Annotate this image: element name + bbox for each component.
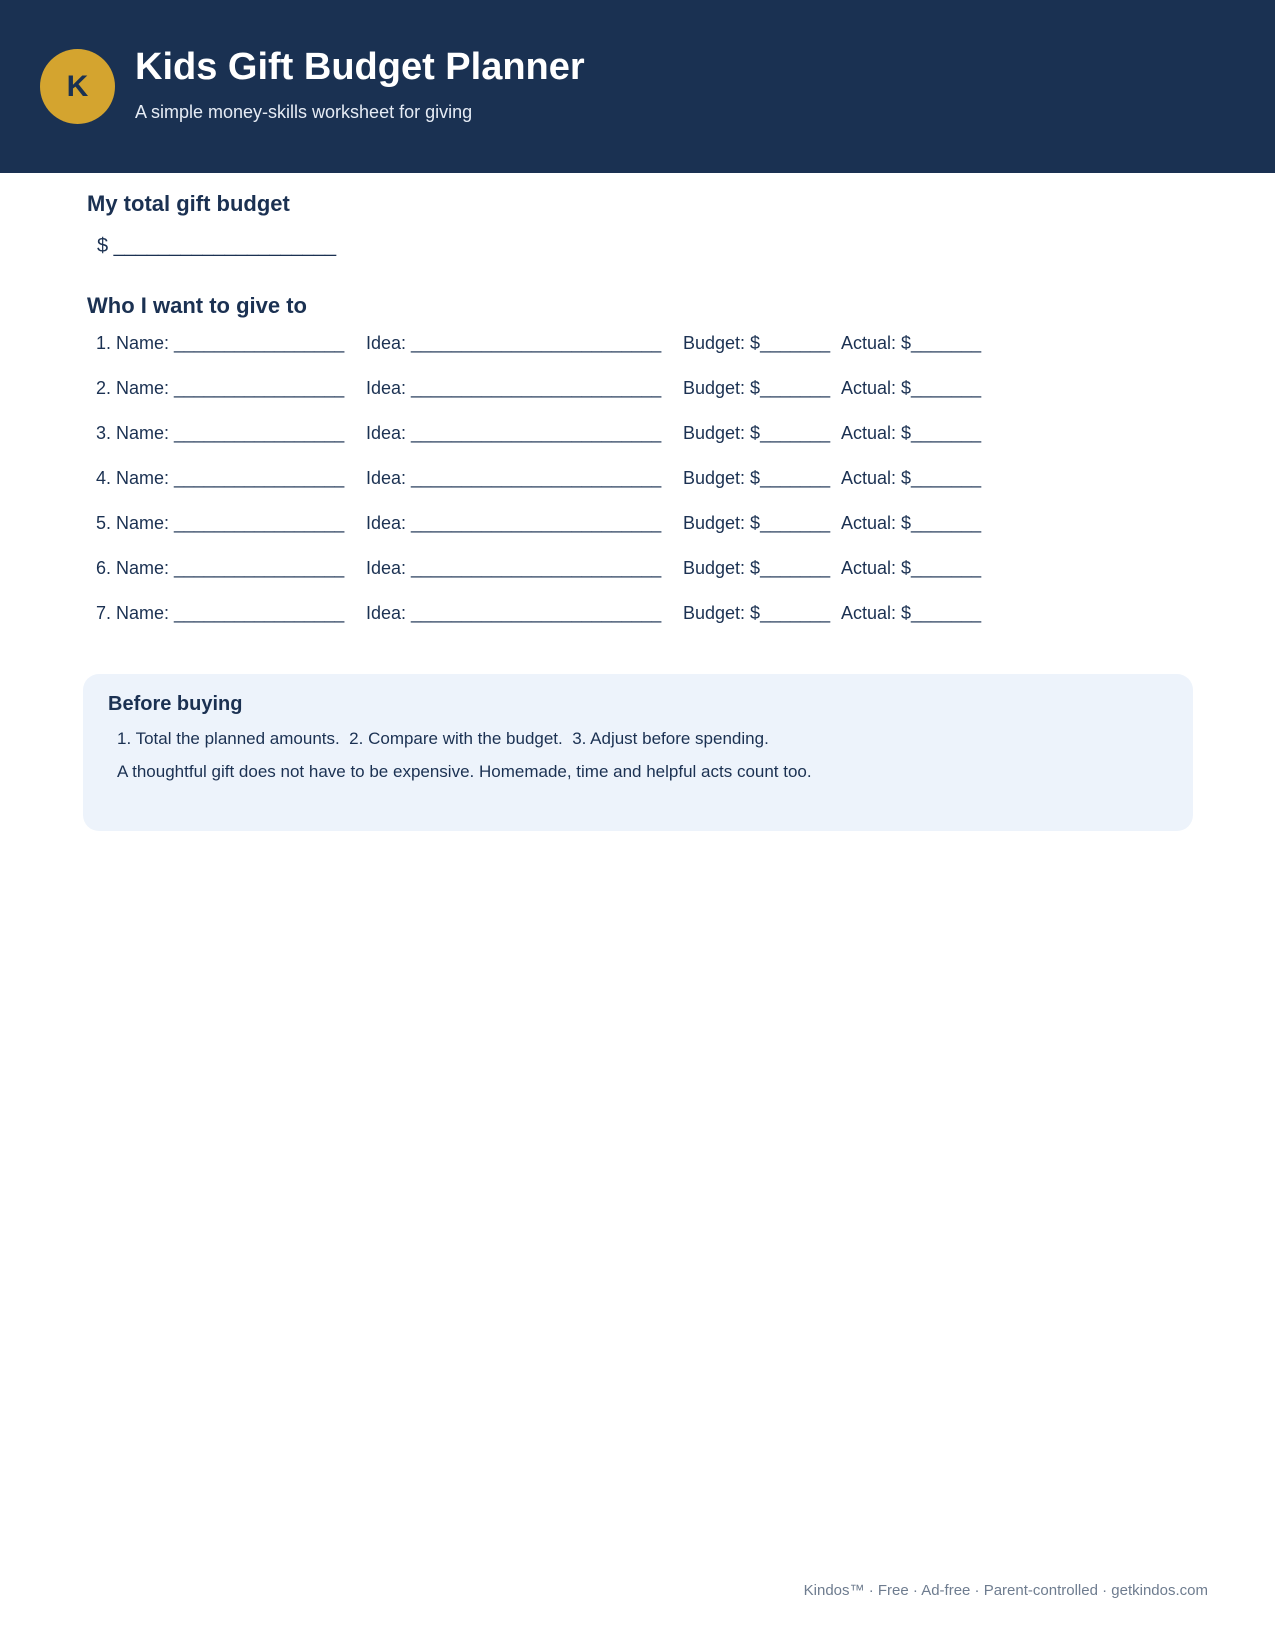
recipient-name-field: 3. Name: _________________	[96, 423, 345, 443]
recipients-heading: Who I want to give to	[87, 293, 307, 318]
recipient-name-field: 4. Name: _________________	[96, 468, 345, 488]
recipient-budget-field: Budget: $_______	[683, 603, 831, 623]
recipient-name-field: 7. Name: _________________	[96, 603, 345, 623]
recipient-row-2	[96, 378, 1096, 423]
recipient-row-5	[96, 513, 1096, 558]
recipient-actual-field: Actual: $_______	[841, 378, 982, 398]
recipient-idea-field: Idea: _________________________	[366, 423, 662, 443]
recipient-budget-field: Budget: $_______	[683, 558, 831, 578]
recipient-idea-field: Idea: _________________________	[366, 603, 662, 623]
recipient-row-4	[96, 468, 1096, 513]
recipient-actual-field: Actual: $_______	[841, 603, 982, 623]
before-buying-heading: Before buying	[108, 693, 243, 715]
recipient-actual-field: Actual: $_______	[841, 558, 982, 578]
recipient-actual-field: Actual: $_______	[841, 513, 982, 533]
recipient-budget-field: Budget: $_______	[683, 333, 831, 353]
recipient-budget-field: Budget: $_______	[683, 513, 831, 533]
recipient-row-6	[96, 558, 1096, 603]
recipient-name-field: 6. Name: _________________	[96, 558, 345, 578]
brand-logo: K	[40, 49, 115, 124]
recipient-list	[96, 333, 1096, 648]
recipient-name-field: 1. Name: _________________	[96, 333, 345, 353]
before-buying-steps: 1. Total the planned amounts. 2. Compare with the budget. 3. Adjust before spending.	[117, 729, 769, 748]
page-footer: Kindos™ · Free · Ad-free · Parent-controlled · getkindos.com	[803, 1582, 1208, 1599]
recipient-budget-field: Budget: $_______	[683, 378, 831, 398]
before-buying-note: A thoughtful gift does not have to be expensive. Homemade, time and helpful acts count too.	[117, 762, 812, 781]
before-buying-box	[83, 674, 1193, 831]
recipient-row-3	[96, 423, 1096, 468]
recipient-budget-field: Budget: $_______	[683, 423, 831, 443]
recipient-row-1	[96, 333, 1096, 378]
total-budget-heading: My total gift budget	[87, 191, 290, 216]
recipient-budget-field: Budget: $_______	[683, 468, 831, 488]
recipient-idea-field: Idea: _________________________	[366, 513, 662, 533]
page-header	[0, 0, 1275, 173]
recipient-idea-field: Idea: _________________________	[366, 558, 662, 578]
recipient-actual-field: Actual: $_______	[841, 468, 982, 488]
page-subtitle: A simple money-skills worksheet for giving	[135, 102, 473, 122]
recipient-actual-field: Actual: $_______	[841, 423, 982, 443]
recipient-idea-field: Idea: _________________________	[366, 333, 662, 353]
page-title: Kids Gift Budget Planner	[135, 46, 585, 88]
recipient-idea-field: Idea: _________________________	[366, 468, 662, 488]
total-budget-field: $ ____________________	[97, 235, 337, 257]
recipient-idea-field: Idea: _________________________	[366, 378, 662, 398]
recipient-name-field: 2. Name: _________________	[96, 378, 345, 398]
recipient-name-field: 5. Name: _________________	[96, 513, 345, 533]
recipient-actual-field: Actual: $_______	[841, 333, 982, 353]
recipient-row-7	[96, 603, 1096, 648]
